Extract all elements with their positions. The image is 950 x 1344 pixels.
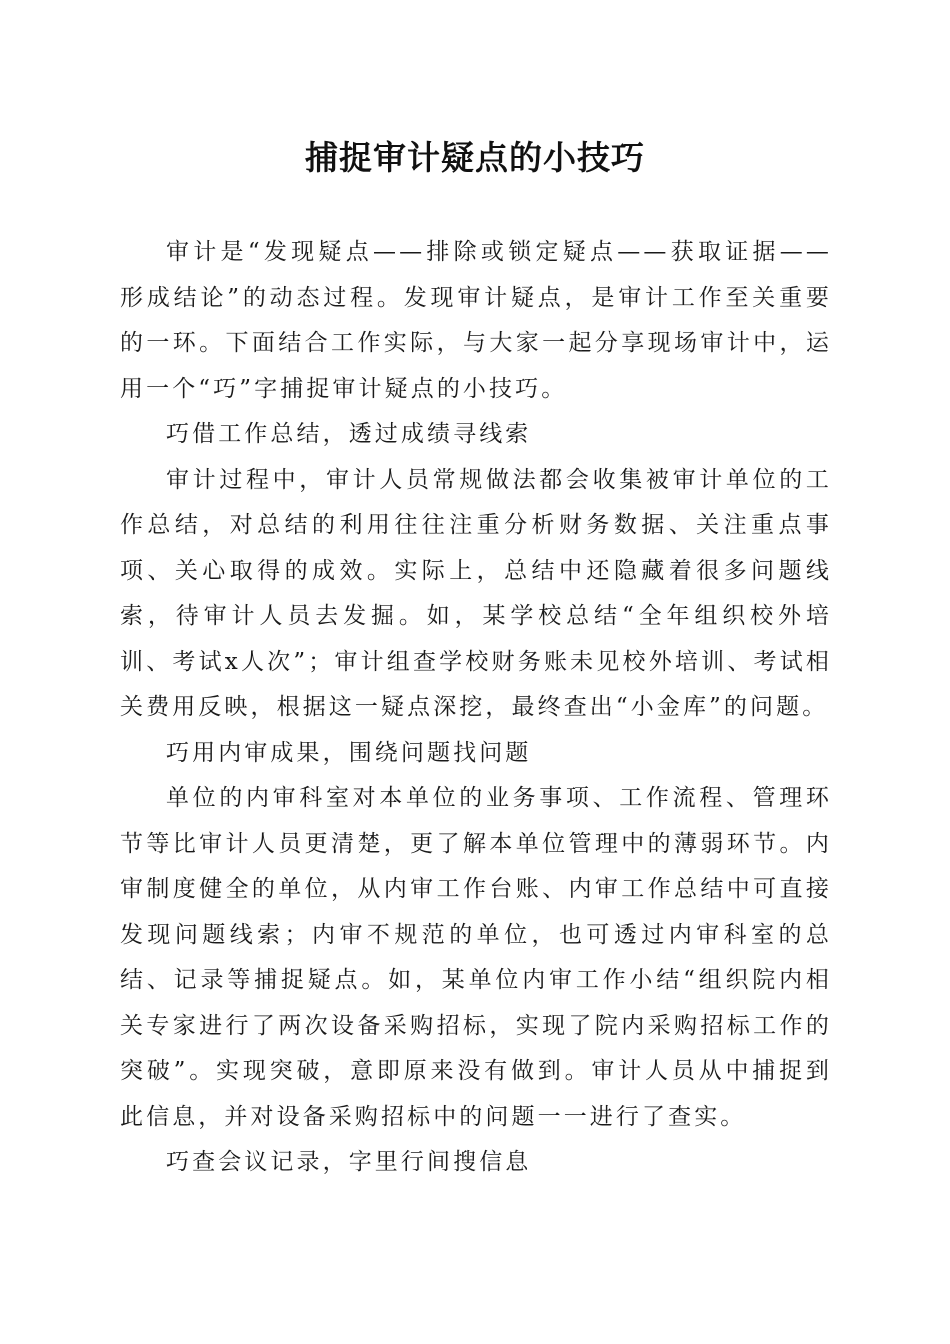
section-heading-2: 巧用内审成果，围绕问题找问题 xyxy=(166,739,532,766)
intro-paragraph: 审计是“发现疑点——排除或锁定疑点——获取证据——形成结论”的动态过程。发现审计疑点，是审计工作至关重要的一环。下面结合工作实际，与大家一起分享现场审计中，运用一个“巧”字捕捉审计疑点的小技巧。 xyxy=(120,239,832,402)
document-title: 捕捉审计疑点的小技巧 xyxy=(305,138,645,177)
document-body xyxy=(120,230,832,1186)
section-paragraph-2: 单位的内审科室对本单位的业务事项、工作流程、管理环节等比审计人员更清楚，更了解本单位管理中的薄弱环节。内审制度健全的单位，从内审工作台账、内审工作总结中可直接发现问题线索；内审不规范的单位，也可透过内审科室的总结、记录等捕捉疑点。如，某单位内审工作小结“组织院内相关专家进行了两次设备采购招标，实现了院内采购招标工作的突破”。实现突破，意即原来没有做到。审计人员从中捕捉到此信息，并对设备采购招标中的问题一一进行了查实。 xyxy=(120,785,832,1130)
section-paragraph-1: 审计过程中，审计人员常规做法都会收集被审计单位的工作总结，对总结的利用往往注重分析财务数据、关注重点事项、关心取得的成效。实际上，总结中还隐藏着很多问题线索，待审计人员去发掘。如，某学校总结“全年组织校外培训、考试x人次”；审计组查学校财务账未见校外培训、考试相关费用反映，根据这一疑点深挖，最终查出“小金库”的问题。 xyxy=(120,466,832,720)
section-heading-3: 巧查会议记录，字里行间搜信息 xyxy=(166,1149,532,1175)
section-heading-1: 巧借工作总结，透过成绩寻线索 xyxy=(166,421,532,447)
